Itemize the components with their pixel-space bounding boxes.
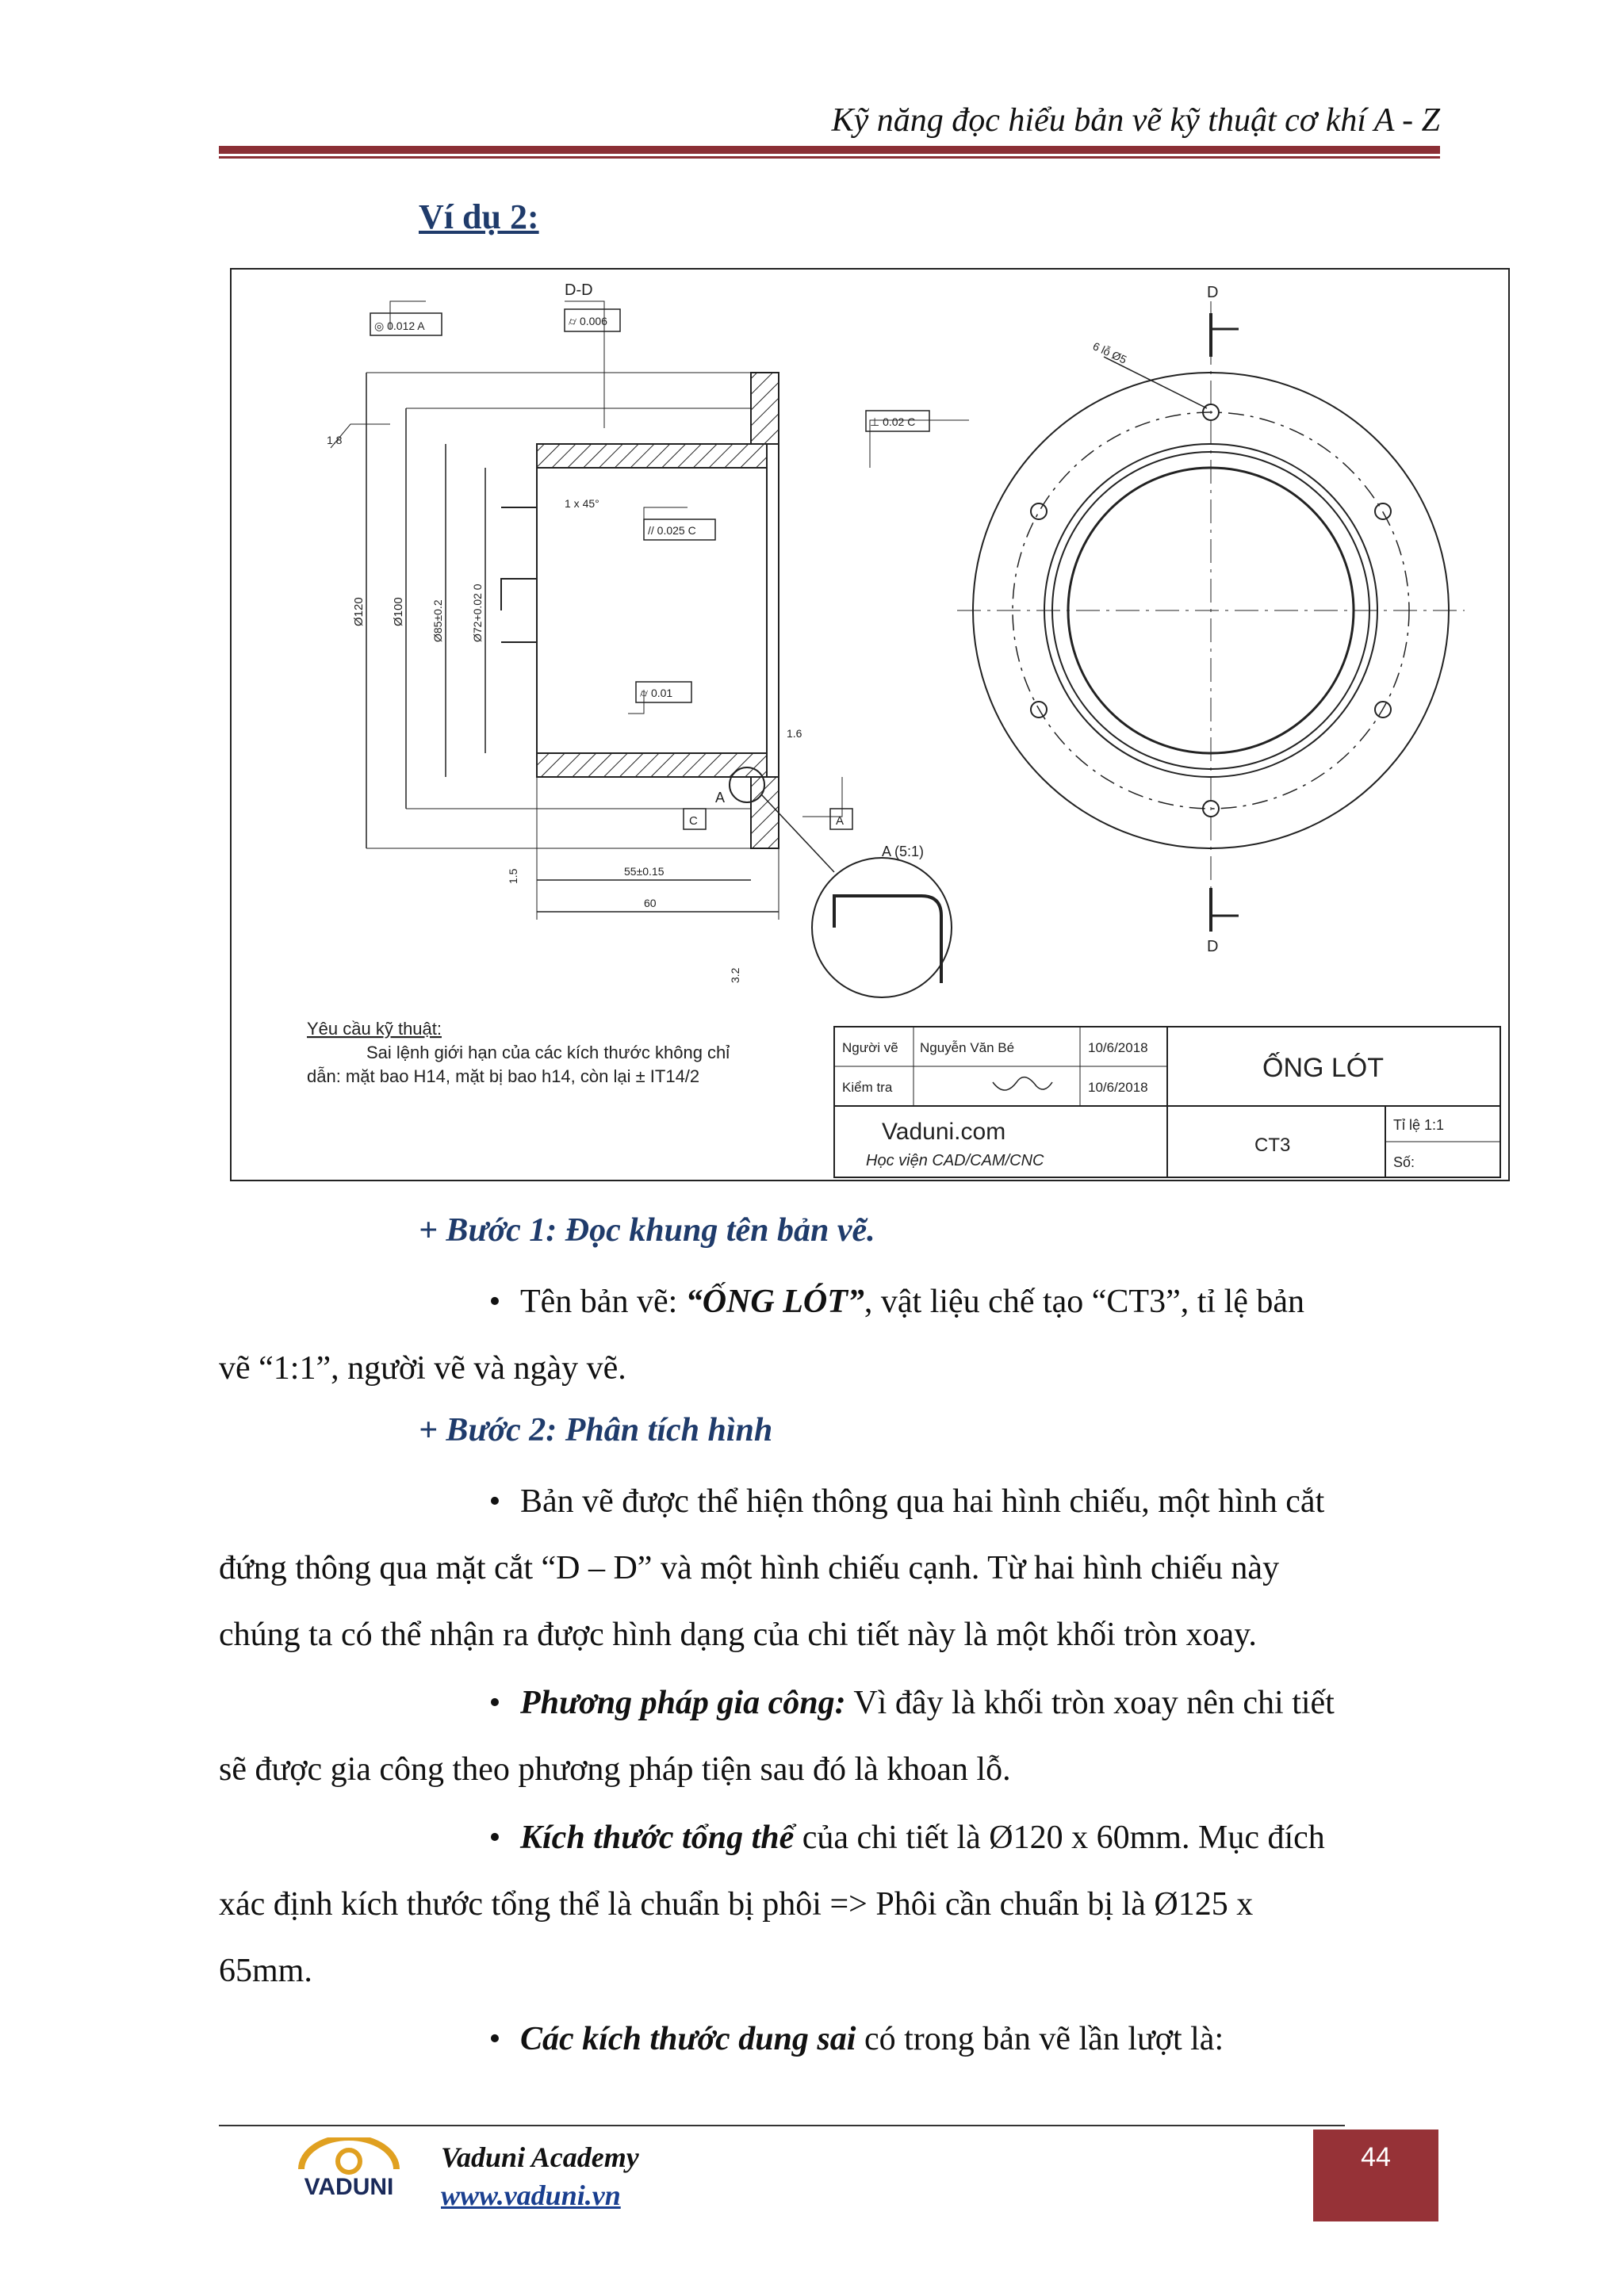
requirements-line2: dẫn: mặt bao H14, mặt bị bao h14, còn lại ± IT14/2 xyxy=(307,1066,700,1086)
datum-c: C xyxy=(689,814,698,828)
tb-scale: Tỉ lệ 1:1 xyxy=(1393,1117,1445,1133)
dim-d120: Ø120 xyxy=(352,597,366,626)
tb-drawn-name: Nguyễn Văn Bé xyxy=(920,1040,1015,1055)
tb-drawn-date: 10/6/2018 xyxy=(1088,1040,1148,1055)
cut-label-top: D xyxy=(1207,284,1219,301)
step2-title: + Bước 2: Phân tích hình xyxy=(419,1412,773,1448)
footer-rule xyxy=(219,2125,1345,2126)
footer-name: Vaduni Academy xyxy=(441,2141,639,2173)
header-title: Kỹ năng đọc hiểu bản vẽ kỹ thuật cơ khí A - Z xyxy=(831,102,1440,139)
fcf-cylindricity-bottom: ⌭ 0.01 xyxy=(640,687,673,699)
section-wall-bottom xyxy=(537,753,767,777)
header-rule-thin xyxy=(219,156,1440,159)
hole-3 xyxy=(1031,503,1047,519)
technical-drawing xyxy=(230,268,1510,1181)
bullet-icon: • xyxy=(488,1483,501,1520)
holes-note: 6 lỗ Ø5 xyxy=(1090,339,1129,366)
datum-a: A xyxy=(836,814,845,828)
dim-1-5: 1.5 xyxy=(507,868,519,884)
section-wall-top xyxy=(537,444,767,468)
tb-check-date: 10/6/2018 xyxy=(1088,1080,1148,1095)
header-rule xyxy=(219,146,1440,154)
dim-d72: Ø72+0.02 0 xyxy=(471,584,484,642)
page-number: 44 xyxy=(1313,2130,1438,2221)
detail-ref: A xyxy=(715,790,726,806)
dim-60: 60 xyxy=(644,897,657,909)
fcf-concentricity: ◎ 0.012 A xyxy=(374,320,425,332)
bullet-icon: • xyxy=(488,1685,501,1721)
fcf-perpendicular: ⊥ 0.02 C xyxy=(870,415,916,428)
end-view xyxy=(957,301,1465,932)
step1-title: + Bước 1: Đọc khung tên bản vẽ. xyxy=(419,1212,875,1249)
tb-part-name: ỐNG LÓT xyxy=(1262,1053,1385,1083)
chamfer-label: 1 x 45° xyxy=(565,497,599,510)
feature-control-frames xyxy=(370,309,929,829)
requirements-line1: Sai lệnh giới hạn của các kích thước không chỉ xyxy=(366,1043,730,1062)
footer-url[interactable]: www.vaduni.vn xyxy=(441,2179,621,2211)
step2-bullet2: • Phương pháp gia công: Vì đây là khối tròn xoay nên chi tiết sẽ được gia công theo phương pháp tiện sau đó là khoan lỗ. xyxy=(219,1670,1440,1803)
flange-top xyxy=(751,373,779,444)
section-label: D-D xyxy=(565,281,593,299)
tb-number: Số: xyxy=(1393,1154,1415,1170)
step2-bullet1: • Bản vẽ được thể hiện thông qua hai hình chiếu, một hình cắt đứng thông qua mặt cắt “D – D” và một hình chiếu cạnh. Từ hai hình chiếu này chúng ta có thể nhận ra được hình dạng của chi tiết này là một khối tròn xoay. xyxy=(219,1468,1440,1668)
tb-material: CT3 xyxy=(1254,1135,1291,1156)
hole-4 xyxy=(1375,503,1391,519)
dim-d85: Ø85±0.2 xyxy=(431,599,444,642)
vaduni-logo xyxy=(285,2137,412,2209)
detail-label: A (5:1) xyxy=(882,844,925,859)
step1-bullet1: • Tên bản vẽ: “ỐNG LÓT”, vật liệu chế tạo “CT3”, tỉ lệ bản vẽ “1:1”, người vẽ và ngày vẽ. xyxy=(219,1269,1440,1402)
bullet-icon: • xyxy=(488,2021,501,2057)
tb-company: Vaduni.com xyxy=(882,1119,1006,1145)
fcf-parallel: // 0.025 C xyxy=(648,524,696,537)
example-title: Ví dụ 2: xyxy=(419,197,539,236)
section-view xyxy=(331,301,969,997)
roughness-1: 1.8 xyxy=(327,434,343,446)
step2-bullet3: • Kích thước tổng thể của chi tiết là Ø120 x 60mm. Mục đích xác định kích thước tổng thể là chuẩn bị phôi => Phôi cần chuẩn bị là Ø125 x 65mm. xyxy=(219,1804,1440,2004)
bullet-icon: • xyxy=(488,1820,501,1856)
roughness-3: 3.2 xyxy=(729,967,741,983)
dim-55: 55±0.15 xyxy=(624,865,665,878)
fcf-cylindricity-top: ⌭ 0.006 xyxy=(569,315,607,327)
tb-company-sub: Học viện CAD/CAM/CNC xyxy=(866,1152,1044,1169)
svg-text:VADUNI: VADUNI xyxy=(304,2174,394,2200)
dim-d100: Ø100 xyxy=(392,597,405,626)
cut-label-bottom: D xyxy=(1207,938,1219,955)
bullet-icon: • xyxy=(488,1284,501,1320)
requirements-title: Yêu cầu kỹ thuật: xyxy=(307,1019,442,1039)
tb-check-label: Kiểm tra xyxy=(842,1080,893,1095)
tb-drawn-label: Người vẽ xyxy=(842,1040,898,1055)
step2-bullet4: • Các kích thước dung sai có trong bản vẽ lần lượt là: xyxy=(219,2006,1440,2072)
roughness-2: 1.6 xyxy=(787,727,802,740)
